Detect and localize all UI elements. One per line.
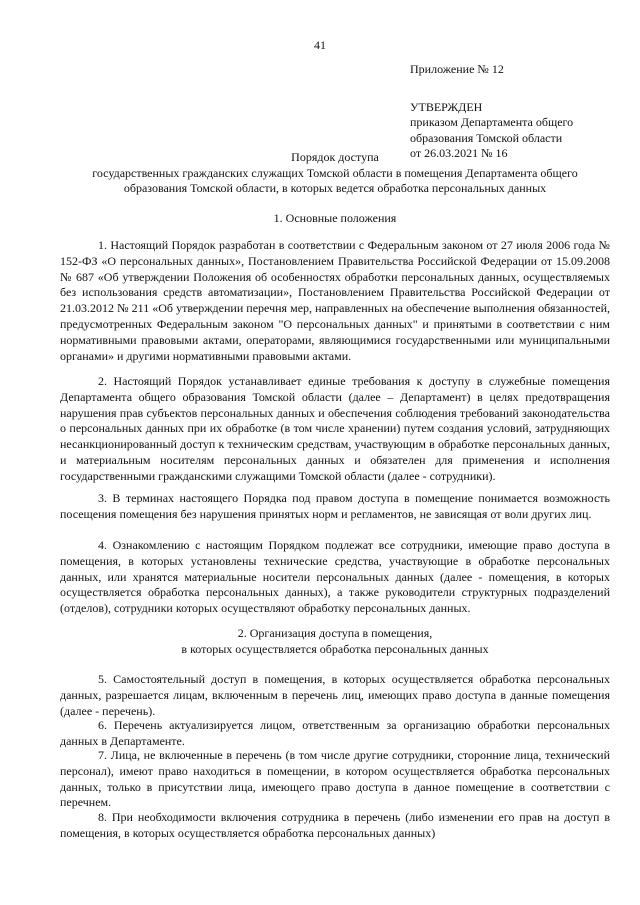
title-line: образования Томской области, в которых ведется обработка персональных данных [123,181,547,195]
paragraph-3: 3. В терминах настоящего Порядка под правом доступа в помещение понимается возможность посещения помещения без нарушения принятых норм и регламентов, не зависящая от воли других лиц. [60,491,610,521]
section-heading-line: 2. Организация доступа в помещения, [237,626,433,640]
paragraph-6: 6. Перечень актуализируется лицом, ответственным за организацию обработки персональных данных в Департаменте. [60,718,610,748]
paragraph-5: 5. Самостоятельный доступ в помещения, в которых осуществляется обработка персональных данных, разрешается лицам, включенным в перечень лиц, имеющих право доступа в данные помещения (далее - перечень). [60,672,610,718]
title-line: Порядок доступа [291,150,379,164]
approval-line: образования Томской области [410,130,563,145]
title-line: государственных гражданских служащих Томской области в помещения Департамента общего [92,165,578,180]
paragraph-8: 8. При необходимости включения сотрудника в перечень (либо изменении его прав на доступ в помещения, в которых осуществляется обработка персональных данных) [60,810,610,840]
approval-date: от 26.03.2021 № 16 [410,146,508,160]
document-title [60,150,610,197]
section-heading-2 [60,626,610,657]
approval-line: приказом Департамента общего [410,115,574,129]
page-number: 41 [314,38,326,52]
paragraph-1: 1. Настоящий Порядок разработан в соответствии с Федеральным законом от 27 июля 2006 года № 152-ФЗ «О персональных данных», Постановлением Правительства Российской Федерации от 15.09.2008 № 687 «Об утверждении Положения об особенностях обработки персональных данных, осуществляемых без использования средств автоматизации», Постановлением Правительства Российской Федерации от 21.03.2012 № 211 «Об утверждении перечня мер, направленных на обеспечение выполнения обязанностей, предусмотренных Федеральным законом "О персональных данных" и принятыми в соответствии с ним нормативными правовыми актами, операторами, являющимися государственными или муниципальными органами» и другими нормативными правовыми актами. [60,238,610,363]
appendix-label: Приложение № 12 [410,62,504,76]
approval-heading: УТВЕРЖДЕН [410,99,483,114]
paragraph-7: 7. Лица, не включенные в перечень (в том числе другие сотрудники, сторонние лица, технический персонал), имеют право находиться в помещении, в котором осуществляется обработка персональных данных, только в присутствии лица, имеющего право доступа в данное помещение в соответствии с перечнем. [60,748,610,810]
paragraph-2: 2. Настоящий Порядок устанавливает единые требования к доступу в служебные помещения Департамента общего образования Томской области (далее – Департамент) в целях предотвращения нарушения прав субъектов персональных данных и обеспечения соблюдения требований законодательства о персональных данных при их обработке (в том числе хранении) путем создания условий, затрудняющих несанкционированный доступ к техническим средствам, участвующим в обработке персональных данных, и материальным носителям персональных данных и обязателен для применения и исполнения государственными гражданскими служащими Томской области (далее - сотрудники). [60,374,610,483]
section-heading-line: в которых осуществляется обработка персональных данных [181,641,489,656]
paragraph-4: 4. Ознакомлению с настоящим Порядком подлежат все сотрудники, имеющие право доступа в помещения, в которых установлены технические средства, участвующие в обработке персональных данных, или хранятся материальные носители персональных данных (далее - помещения, в которых осуществляется обработка персональных данных), а также руководители структурных подразделений (отделов), сотрудники которых осуществляют обработку персональных данных. [60,538,610,616]
section-heading-1: 1. Основные положения [273,211,397,225]
approval-block [410,62,573,162]
